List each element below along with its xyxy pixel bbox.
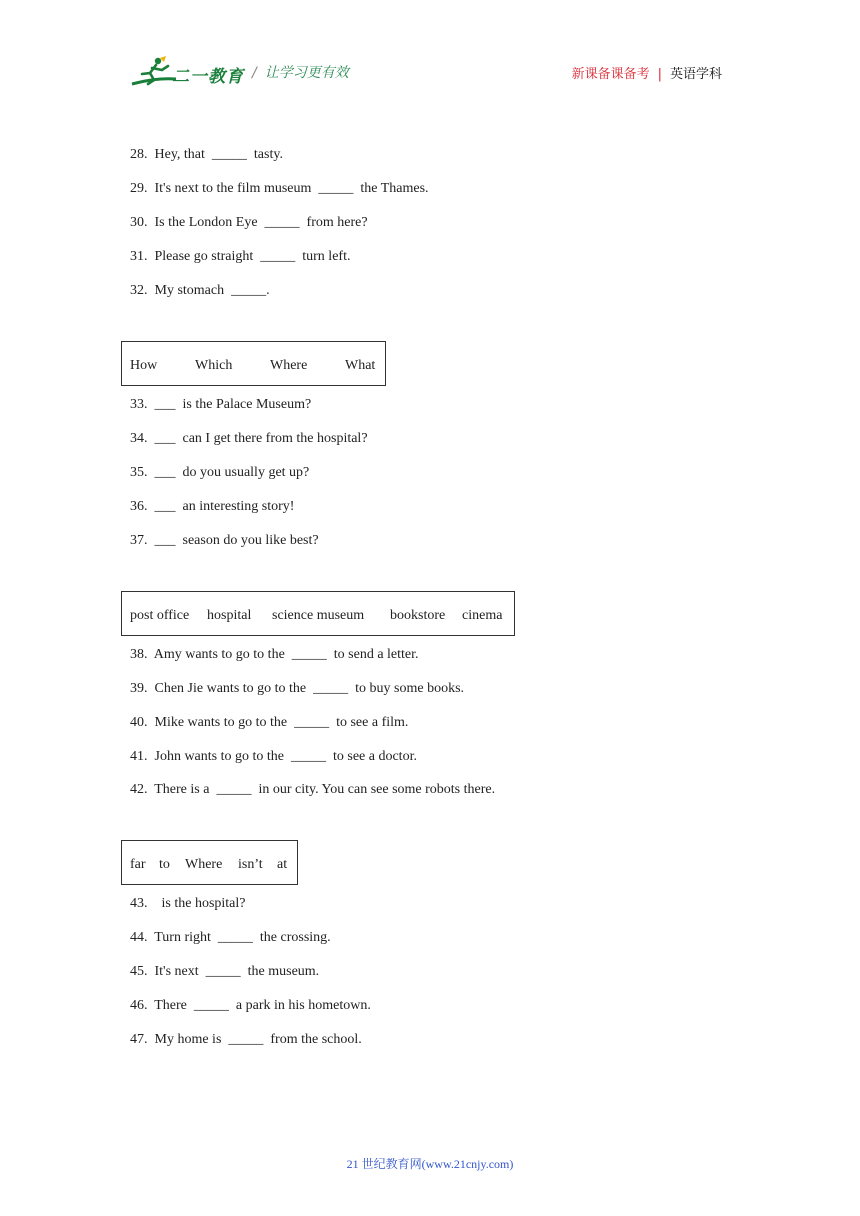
question-40 [130,715,408,731]
question-28 [130,147,283,163]
word-option: Which [195,358,233,373]
question-38 [130,647,419,663]
word-option: far [130,857,146,872]
question-text: ___ season do you like best? [154,533,319,548]
question-46 [130,998,371,1014]
question-number: 33. [130,397,148,412]
question-35 [130,465,309,481]
question-number: 41. [130,749,148,764]
question-31 [130,249,350,265]
question-number: 37. [130,533,148,548]
question-number: 36. [130,499,148,514]
header-subject [572,63,722,82]
question-number: 39. [130,681,148,696]
question-number: 38. [130,647,148,662]
question-text: There is a _____ in our city. You can see some robots there. [154,782,496,797]
question-45 [130,964,319,980]
slogan [252,62,349,82]
question-text: ___ do you usually get up? [154,465,310,480]
slogan-text: 让学习更有效 [264,65,349,81]
question-text: My stomach _____. [154,283,270,298]
question-33 [130,397,311,413]
question-text: John wants to go to the _____ to see a doctor. [154,749,417,764]
word-option: Where [185,857,223,872]
page-footer: 21 世纪教育网(www.21cnjy.com) [346,1157,514,1171]
question-number: 29. [130,181,148,196]
page-header [0,0,860,100]
question-34 [130,431,368,447]
word-option: post office [130,608,190,623]
question-number: 30. [130,215,148,230]
header-course-label: 新课备课备考 [571,67,650,82]
word-option: What [345,358,376,373]
question-number: 35. [130,465,148,480]
question-text: Amy wants to go to the _____ to send a letter. [153,647,419,662]
word-option: How [130,358,158,373]
question-text: Hey, that _____ tasty. [154,147,283,162]
question-text: ___ can I get there from the hospital? [154,431,368,446]
question-36 [130,499,294,515]
question-number: 28. [130,147,148,162]
word-option: at [277,857,288,872]
question-number: 44. [130,930,148,945]
word-option: isn’t [238,857,263,872]
question-number: 43. [130,896,148,911]
question-text: Please go straight _____ turn left. [154,249,351,264]
question-43 [130,896,246,912]
question-text: There _____ a park in his hometown. [154,998,371,1013]
question-text: Chen Jie wants to go to the _____ to buy some books. [154,681,465,696]
word-option: cinema [462,608,503,623]
question-text: Mike wants to go to the _____ to see a film. [154,715,409,730]
question-29 [130,181,429,197]
question-text: Turn right _____ the crossing. [154,930,331,945]
question-text: is the hospital? [154,896,246,911]
question-32 [130,283,270,299]
word-box-3 [121,591,515,636]
word-box-4 [121,840,298,885]
slogan-slash: / [252,65,257,81]
question-41 [130,749,417,765]
question-number: 40. [130,715,148,730]
question-30 [130,215,368,231]
word-option: bookstore [390,608,446,623]
question-44 [130,930,331,946]
header-subject-label: 英语学科 [669,67,722,82]
question-37 [130,533,319,549]
question-text: It's next to the film museum _____ the Thames. [154,181,429,196]
question-text: It's next _____ the museum. [154,964,320,979]
word-option: to [159,857,170,872]
question-text: My home is _____ from the school. [154,1032,362,1047]
word-option: hospital [207,608,252,623]
question-number: 34. [130,431,148,446]
question-text: ___ is the Palace Museum? [154,397,312,412]
question-number: 42. [130,782,148,797]
question-number: 31. [130,249,148,264]
word-option: Where [270,358,308,373]
question-number: 46. [130,998,148,1013]
question-number: 45. [130,964,148,979]
question-47 [130,1032,362,1048]
question-42 [130,782,495,798]
header-separator: | [657,67,662,82]
question-number: 47. [130,1032,148,1047]
logo-text: 二一教育 [172,67,244,87]
word-option: science museum [272,608,365,623]
question-number: 32. [130,283,148,298]
question-text: Is the London Eye _____ from here? [154,215,368,230]
question-39 [130,681,464,697]
question-text: ___ an interesting story! [154,499,295,514]
word-box-2 [121,341,386,386]
